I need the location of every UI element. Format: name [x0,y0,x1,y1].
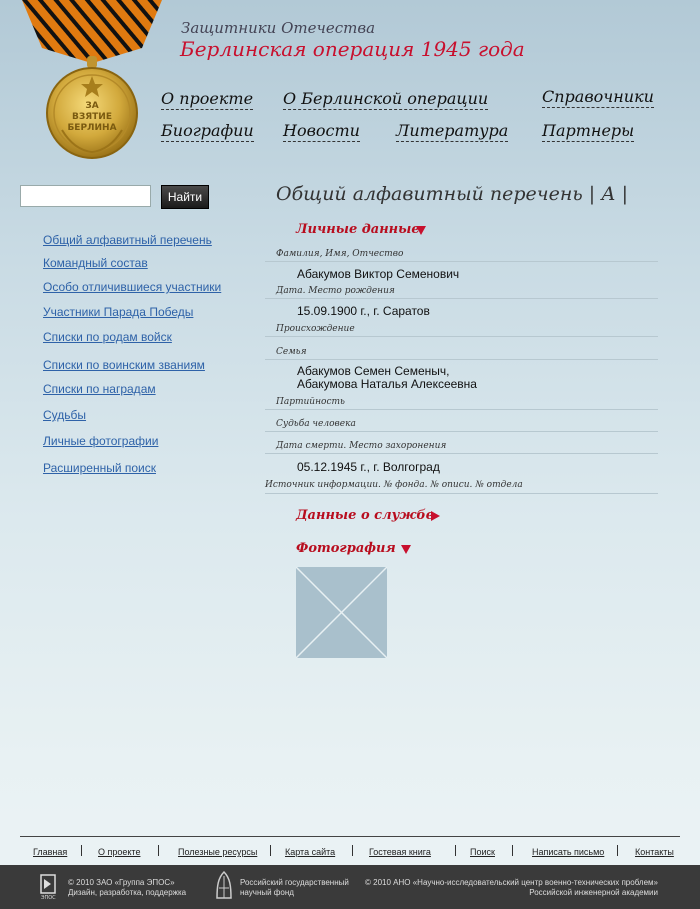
footer-link-resources[interactable]: Полезные ресурсы [178,847,258,857]
field-label-fate: Судьба человека [276,419,356,429]
footer-link-search[interactable]: Поиск [470,847,495,857]
triangle-down-icon[interactable] [401,545,411,554]
ano-academy: Российской инженерной академии [529,888,658,897]
nav-operation[interactable]: О Берлинской операции [283,89,489,108]
sidebar-item-parade[interactable]: Участники Парада Победы [43,305,194,319]
sidebar-item-advanced-search[interactable]: Расширенный поиск [43,461,156,475]
footer-link-about[interactable]: О проекте [98,847,141,857]
separator [158,845,159,856]
sidebar-item-photos[interactable]: Личные фотографии [43,434,159,448]
sidebar-item-distinguished[interactable]: Особо отличившиеся участники [43,280,222,294]
photo-toggle[interactable]: Фотография [296,541,396,556]
site-title: Берлинская операция 1945 года [180,37,525,61]
footer-link-contacts[interactable]: Контакты [635,847,674,857]
photo-placeholder-icon [296,567,387,658]
separator [81,845,82,856]
footer-divider [20,836,680,837]
field-label-name: Фамилия, Имя, Отчество [276,249,404,259]
divider [265,359,658,360]
separator [270,845,271,856]
field-label-death: Дата смерти. Место захоронения [276,441,447,451]
field-label-birth: Дата. Место рождения [276,286,395,296]
footer-link-write[interactable]: Написать письмо [532,847,605,857]
nav-literature[interactable]: Литература [396,121,509,140]
triangle-down-icon[interactable] [416,226,426,235]
field-value-family-1: Абакумов Семен Семеныч, [297,364,450,378]
field-label-source: Источник информации. № фонда. № описи. № отдела [265,480,523,490]
svg-text:БЕРЛИНА: БЕРЛИНА [67,123,117,133]
footer-bar [0,865,700,909]
divider [265,261,658,262]
divider [265,409,658,410]
nav-about[interactable]: О проекте [161,89,254,108]
field-value-family-2: Абакумова Наталья Алексеевна [297,377,477,391]
nav-news[interactable]: Новости [283,121,360,140]
search-input[interactable] [20,185,151,207]
divider [265,336,658,337]
field-value-name: Абакумов Виктор Семенович [297,267,460,281]
epos-copyright: © 2010 ЗАО «Группа ЭПОС» [68,878,175,887]
footer-link-home[interactable]: Главная [33,847,68,857]
nav-directories[interactable]: Справочники [542,87,654,106]
footer-link-guestbook[interactable]: Гостевая книга [369,847,431,857]
epos-credit: Дизайн, разработка, поддержка [68,888,187,897]
service-data-toggle[interactable]: Данные о службе [296,508,434,523]
divider [265,298,658,299]
svg-text:ВЗЯТИЕ: ВЗЯТИЕ [71,112,113,122]
field-label-origin: Происхождение [276,324,355,334]
fund-name-1: Российский государственный [240,878,349,887]
footer-link-sitemap[interactable]: Карта сайта [285,847,336,857]
nav-biographies[interactable]: Биографии [161,121,254,140]
svg-text:ЗА: ЗА [85,101,99,111]
personal-data-toggle[interactable]: Личные данные [296,222,420,237]
separator [617,845,618,856]
page-title: Общий алфавитный перечень | А | [276,183,629,205]
ano-copyright: © 2010 АНО «Научно-исследовательский центр военно-технических проблем» [365,878,658,887]
medal-logo[interactable] [22,0,162,162]
field-label-family: Семья [276,347,307,357]
field-label-party: Партийность [276,397,345,407]
separator [352,845,353,856]
sidebar-item-fates[interactable]: Судьбы [43,408,87,422]
field-value-death: 05.12.1945 г., г. Волгоград [297,460,440,474]
sidebar-item-ranks[interactable]: Списки по воинским званиям [43,358,205,372]
triangle-right-icon[interactable] [431,511,440,521]
sidebar-item-alphabetical[interactable]: Общий алфавитный перечень [43,233,212,247]
divider [265,493,658,494]
search-button[interactable]: Найти [161,185,209,209]
svg-text:ЭПОС: ЭПОС [41,895,56,900]
divider [265,431,658,432]
site-subtitle: Защитники Отечества [181,19,376,37]
separator [512,845,513,856]
nav-partners[interactable]: Партнеры [542,121,635,140]
epos-logo-icon[interactable] [40,874,60,902]
sidebar-item-troops[interactable]: Списки по родам войск [43,330,172,344]
sidebar-item-command[interactable]: Командный состав [43,256,148,270]
sidebar-item-awards[interactable]: Списки по наградам [43,382,156,396]
field-value-birth: 15.09.1900 г., г. Саратов [297,304,430,318]
fund-name-2: научный фонд [240,888,294,897]
divider [265,453,658,454]
fund-logo-icon[interactable] [213,870,235,904]
separator [455,845,456,856]
